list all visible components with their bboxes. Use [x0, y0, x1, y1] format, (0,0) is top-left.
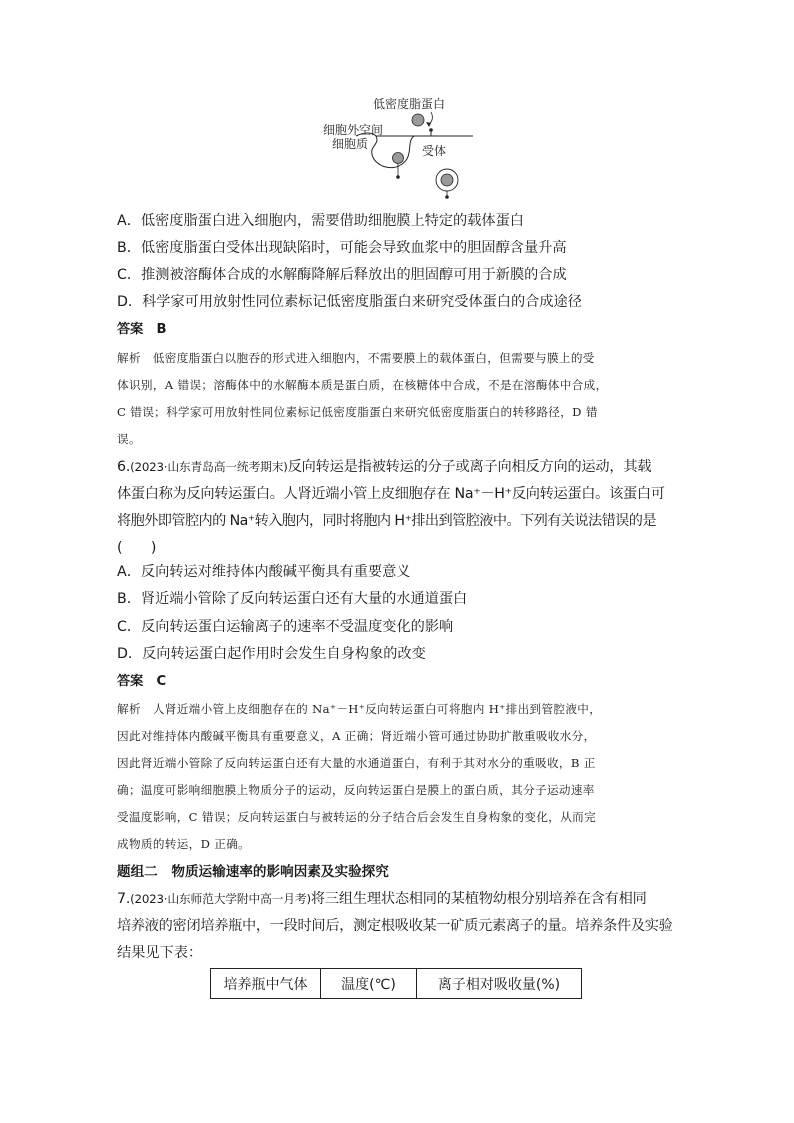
q5-analysis-line: 解析 低密度脂蛋白以胞吞的形式进入细胞内，不需要膜上的载体蛋白，但需要与膜上的受 [117, 351, 595, 365]
q6-analysis-line: 因此对维持体内酸碱平衡具有重要意义，A 正确；肾近端小管可通过协助扩散重吸收水分， [117, 729, 596, 743]
table-header-row [211, 969, 582, 999]
q5-option-d: D．科学家可用放射性同位素标记低密度脂蛋白来研究受体蛋白的合成途径 [117, 294, 582, 310]
q6-analysis-line: 因此肾近端小管除了反向转运蛋白还有大量的水通道蛋白，有利于其对水分的重吸收，B 正 [117, 756, 596, 770]
q6-analysis-line: 解析 人肾近端小管上皮细胞存在的 Na⁺－H⁺反向转运蛋白可将胞内 H⁺排出到管腔液中， [117, 702, 602, 716]
q6-stem-line-3: 将胞外即管腔内的 Na⁺转入胞内，同时将胞内 H⁺排出到管腔液中。下列有关说法错误的是 [117, 513, 656, 529]
ldl-endocytosis-diagram [310, 92, 490, 200]
q5-answer: 答案 B [117, 322, 167, 337]
q6-analysis-line: 成物质的转运，D 正确。 [117, 837, 251, 851]
group-2-title: 题组二 物质运输速率的影响因素及实验探究 [117, 864, 389, 880]
label-extracellular: 细胞外空间 [323, 123, 384, 137]
q5-option-c: C．推测被溶酶体合成的水解酶降解后释放出的胆固醇可用于新膜的合成 [117, 267, 567, 283]
table-header-absorption: 离子相对吸收量(%) [417, 969, 582, 999]
q5-option-b: B．低密度脂蛋白受体出现缺陷时，可能会导致血浆中的胆固醇含量升高 [117, 240, 567, 256]
q7-stem-line-1 [117, 889, 647, 909]
table-header-temperature: 温度(℃) [321, 969, 417, 999]
q6-option-d: D．反向转运蛋白起作用时会发生自身构象的改变 [117, 646, 426, 662]
table-header-gas: 培养瓶中气体 [211, 969, 321, 999]
q6-option-b: B．肾近端小管除了反向转运蛋白还有大量的水通道蛋白 [117, 591, 468, 607]
q6-answer-blank: ( ) [117, 540, 157, 556]
q5-option-a: A．低密度脂蛋白进入细胞内，需要借助细胞膜上特定的载体蛋白 [117, 213, 524, 229]
q6-stem-text: 反向转运是指被转运的分子或离子向相反方向的运动，其载 [287, 459, 652, 475]
q6-analysis-line: 确；温度可影响细胞膜上物质分子的运动，反向转运蛋白是膜上的蛋白质，其分子运动速率 [117, 783, 595, 797]
q7-stem-text: 将三组生理状态相同的某植物幼根分别培养在含有相同 [310, 891, 647, 907]
q6-answer: 答案 C [117, 674, 167, 689]
label-receptor: 受体 [422, 144, 447, 158]
q6-stem-line-2: 体蛋白称为反向转运蛋白。人肾近端小管上皮细胞存在 Na⁺－H⁺反向转运蛋白。该蛋白可 [117, 486, 665, 502]
q6-number: 6. [117, 459, 131, 475]
q7-stem-line-3: 结果见下表： [117, 945, 203, 961]
label-cytoplasm: 细胞质 [332, 137, 369, 151]
q5-analysis-line: 体识别，A 错误；溶酶体中的水解酶本质是蛋白质，在核糖体中合成，不是在溶酶体中合成， [117, 378, 608, 392]
q6-analysis-line: 受温度影响，C 错误；反向转运蛋白与被转运的分子结合后会发生自身构象的变化，从而完 [117, 810, 597, 824]
q6-option-c: C．反向转运蛋白运输离子的速率不受温度变化的影响 [117, 619, 454, 635]
q7-source: (2023·山东师范大学附中高一月考) [130, 892, 311, 906]
q6-option-a: A．反向转运对维持体内酸碱平衡具有重要意义 [117, 564, 411, 580]
label-ldl: 低密度脂蛋白 [373, 97, 446, 111]
q5-analysis-line: 误。 [117, 432, 141, 446]
q7-results-table [210, 968, 582, 999]
q7-stem-line-2: 培养液的密闭培养瓶中，一段时间后，测定根吸收某一矿质元素离子的量。培养条件及实验 [117, 918, 673, 934]
q5-analysis-line: C 错误；科学家可用放射性同位素标记低密度脂蛋白来研究低密度脂蛋白的转移路径，D 错 [117, 405, 598, 419]
q7-number: 7. [117, 891, 131, 907]
q6-source: (2023·山东青岛高一统考期末) [130, 460, 288, 474]
q6-stem-line-1 [117, 457, 651, 477]
